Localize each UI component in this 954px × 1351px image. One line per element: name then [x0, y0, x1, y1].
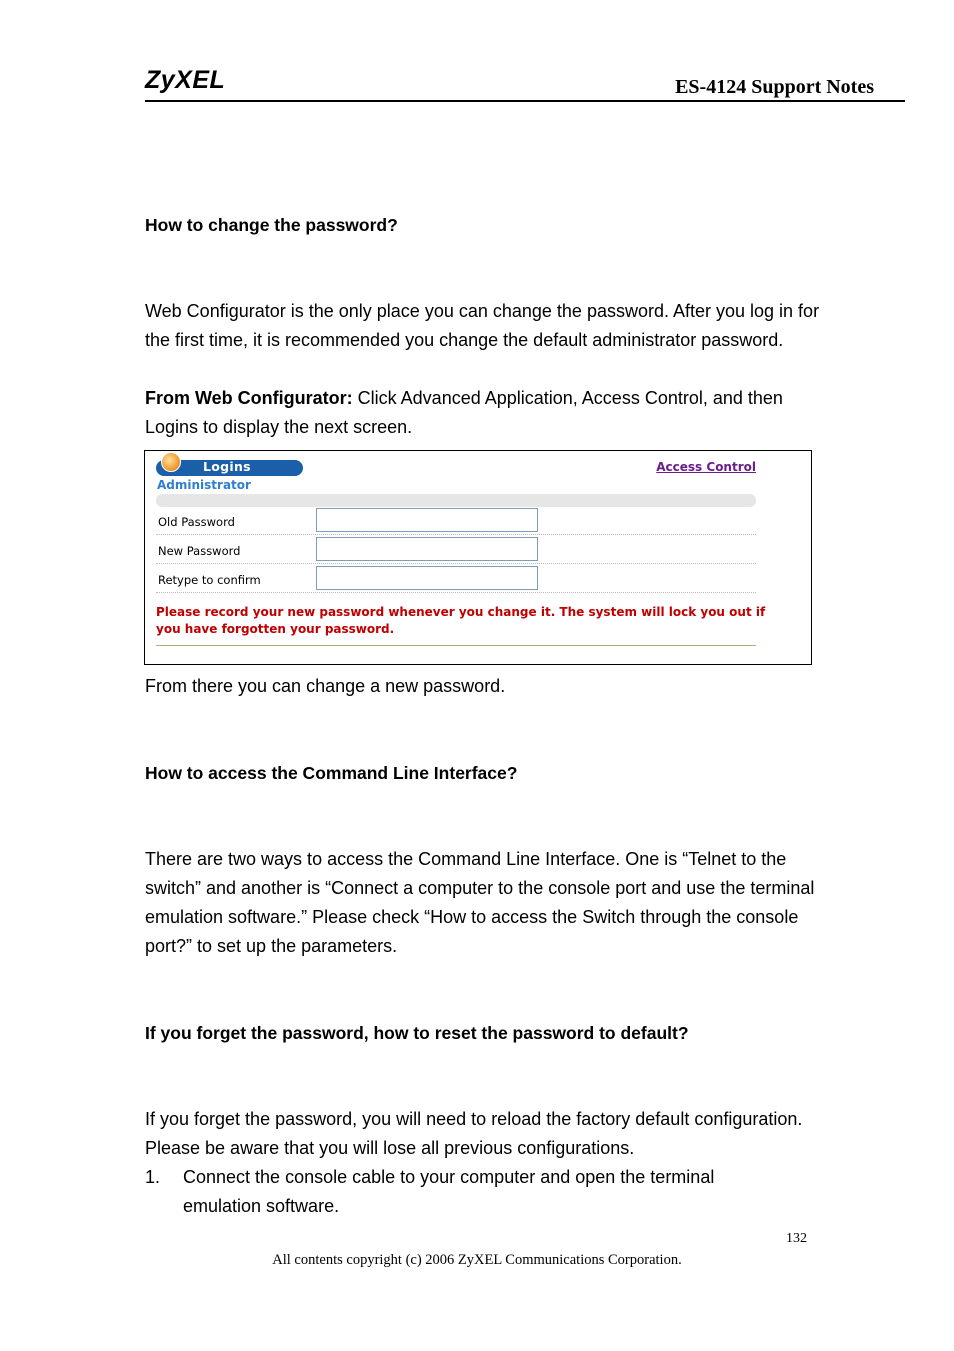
access-control-link[interactable]: Access Control: [656, 460, 756, 474]
old-password-row: [156, 507, 756, 535]
paragraph-reset: If you forget the password, you will need to reload the factory default configuration. Please be aware that you will lose all previous configurations.: [145, 1109, 803, 1158]
page-number: 132: [786, 1231, 807, 1246]
old-password-input[interactable]: [316, 508, 538, 532]
logins-tab-label: Logins: [203, 459, 251, 474]
list-number: 1.: [145, 1167, 161, 1187]
administrator-label: Administrator: [157, 478, 251, 492]
password-warning: Please record your new password whenever you change it. The system will lock you out if you have forgotten your password.: [156, 605, 766, 636]
section-divider-bar: [156, 494, 756, 507]
section-heading-cli: How to access the Command Line Interface?: [145, 763, 518, 783]
retype-password-input[interactable]: [316, 566, 538, 590]
new-password-input[interactable]: [316, 537, 538, 561]
logins-orb-icon: [161, 452, 181, 472]
new-password-row: [156, 536, 756, 564]
old-password-label: Old Password: [158, 515, 235, 529]
new-password-label: New Password: [158, 544, 241, 558]
list-text: Connect the console cable to your computer and open the terminal emulation software.: [183, 1167, 715, 1216]
paragraph-cli: There are two ways to access the Command Line Interface. One is “Telnet to the switch” and another is “Connect a computer to the console port and use the terminal emulation software.” Please check “How to access the Switch through the console port?” to set up the parameters.: [145, 849, 815, 956]
document-title: ES-4124 Support Notes: [675, 76, 874, 98]
list-item: [145, 1163, 765, 1221]
header-rule: [145, 100, 905, 102]
section-heading-change-password: How to change the password?: [145, 215, 398, 235]
retype-password-label: Retype to confirm: [158, 573, 261, 587]
paragraph-web-configurator: Web Configurator is the only place you can change the password. After you log in for the first time, it is recommended you change the default administrator password.: [145, 301, 820, 350]
bold-lead: From Web Configurator:: [145, 388, 353, 408]
paragraph-after-screenshot: From there you can change a new password.: [145, 676, 506, 696]
logins-screenshot: [144, 450, 812, 665]
retype-password-row: [156, 565, 756, 593]
panel-bottom-rule: [156, 645, 756, 646]
copyright-footer: All contents copyright (c) 2006 ZyXEL Communications Corporation.: [272, 1252, 682, 1268]
zyxel-logo: ZyXEL: [145, 66, 226, 94]
paragraph-rest: Click Advanced Application, Access Control, and then Logins to display the next screen.: [145, 388, 783, 437]
section-heading-reset: If you forget the password, how to reset the password to default?: [145, 1023, 689, 1043]
paragraph-from-web-configurator: [145, 384, 825, 442]
